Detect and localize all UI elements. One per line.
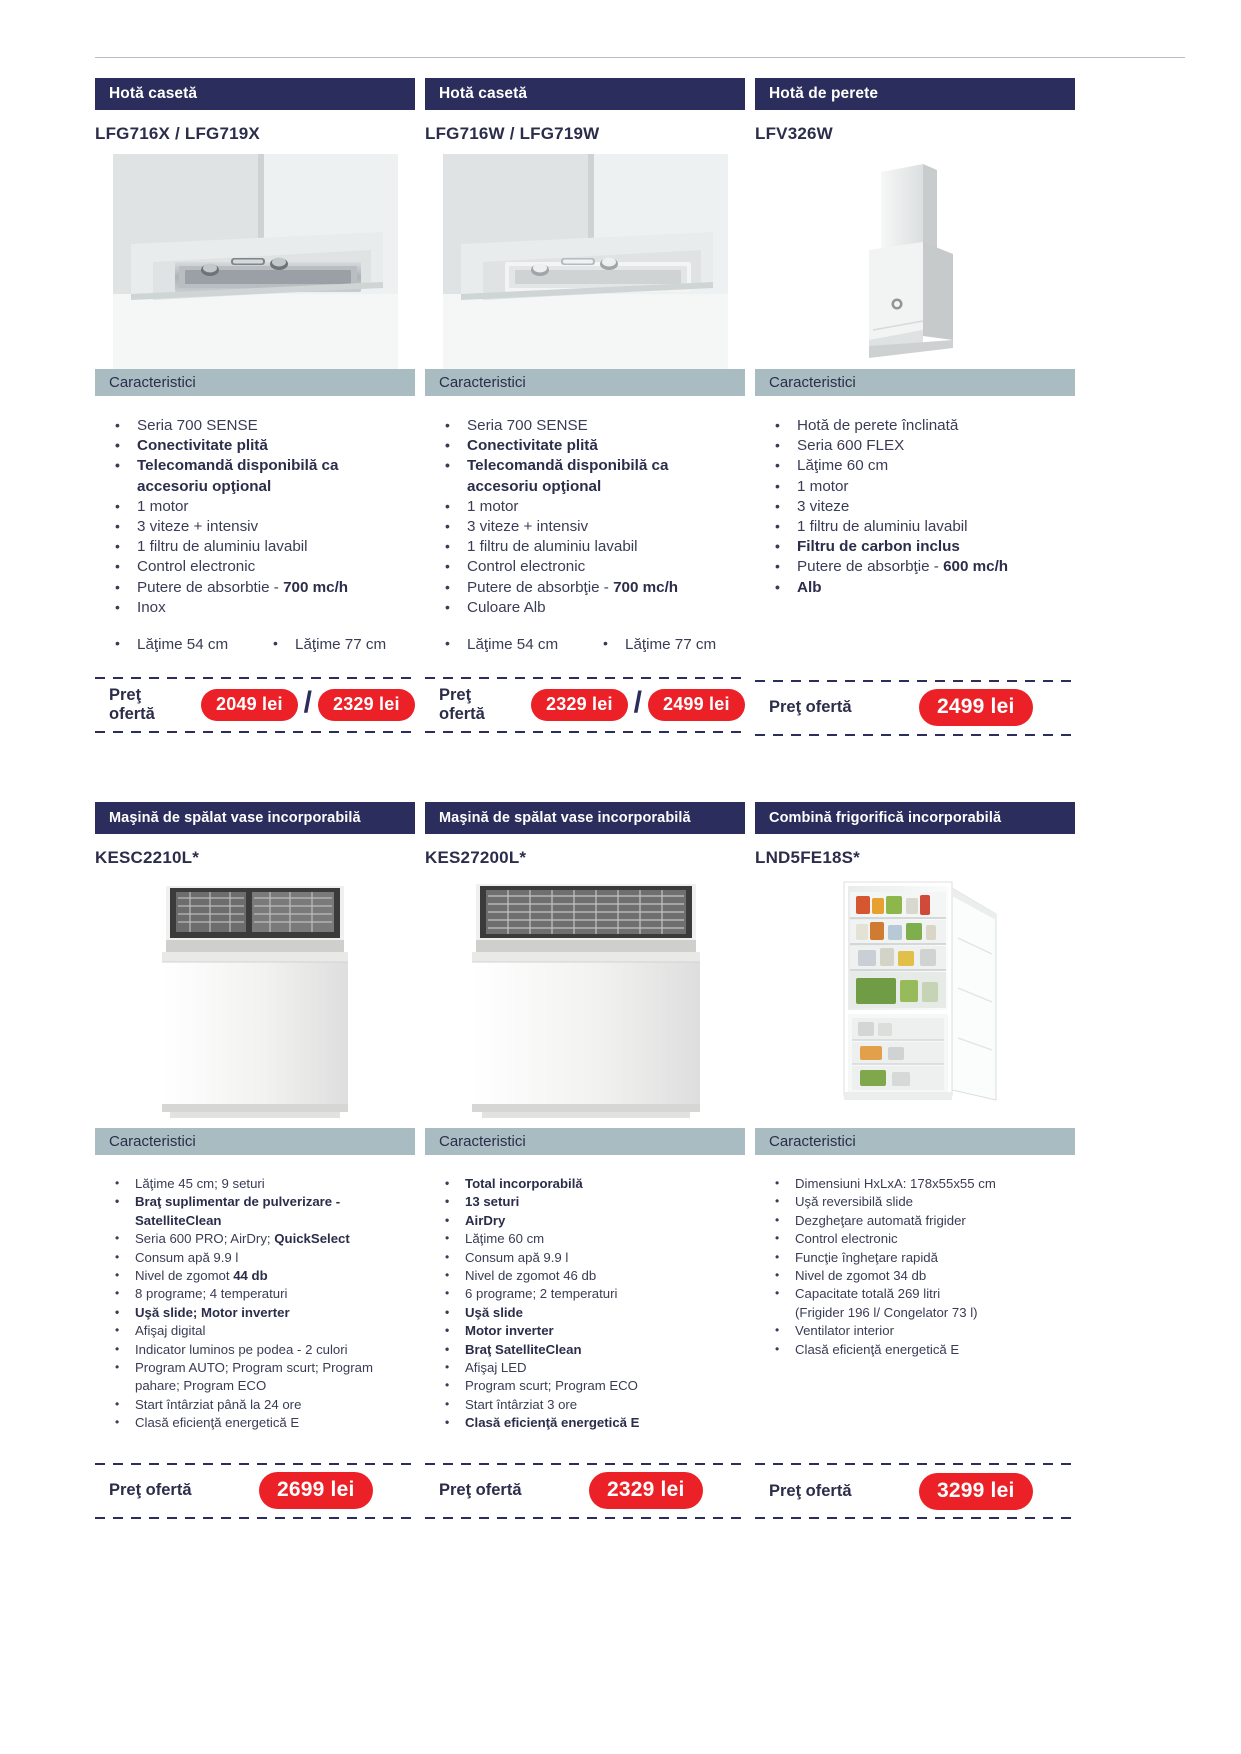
- features-heading: Caracteristici: [425, 1128, 745, 1155]
- feature-item: • Afişaj digital: [109, 1322, 411, 1340]
- model-name: LFV326W: [755, 124, 833, 143]
- price-badge: 2329 lei: [318, 689, 415, 721]
- feature-item: • Uşă slide: [439, 1304, 741, 1322]
- price-block: [95, 1463, 415, 1519]
- feature-item: • 1 motor: [439, 497, 741, 517]
- price-label-line2: ofertă: [109, 705, 155, 724]
- price-separator: /: [633, 686, 643, 720]
- product-image-built-in-hood-white: [425, 154, 745, 369]
- price-badges: [919, 1473, 1033, 1510]
- category-bar: Maşină de spălat vase incorporabilă: [425, 802, 745, 834]
- feature-text: Nivel de zgomot: [135, 1268, 234, 1284]
- features-heading: Caracteristici: [95, 369, 415, 396]
- product-card-kesc2210l: [95, 802, 415, 1519]
- product-card-lfv326w: [755, 78, 1075, 736]
- feature-item: • Seria 700 SENSE: [109, 416, 411, 436]
- price-label: Preţ ofertă: [439, 1481, 522, 1500]
- feature-item: • Alb: [769, 578, 1071, 598]
- feature-highlight: 600 mc/h: [943, 558, 1009, 576]
- feature-item: [769, 557, 1071, 577]
- features-list: [95, 416, 415, 618]
- dashed-divider-bottom: [95, 1517, 415, 1519]
- category-bar: Hotă casetă: [425, 78, 745, 110]
- category-bar: Hotă casetă: [95, 78, 415, 110]
- feature-item: • Lăţime 60 cm: [439, 1230, 741, 1248]
- fridge-freezer-built-in-icon: [800, 878, 1030, 1128]
- feature-item: [439, 578, 741, 598]
- feature-item: • Control electronic: [109, 557, 411, 577]
- feature-item: • Lăţime 45 cm; 9 seturi: [109, 1175, 411, 1193]
- width-option: • Lăţime 77 cm: [597, 636, 716, 653]
- wall-hood-white-angled-icon: [773, 154, 1058, 369]
- feature-item: • Motor inverter: [439, 1322, 741, 1340]
- feature-item: • Start întârziat 3 ore: [439, 1396, 741, 1414]
- product-grid-row-2: [95, 802, 1145, 1519]
- feature-item: • Afişaj LED: [439, 1359, 741, 1377]
- feature-item: • Inox: [109, 598, 411, 618]
- price-block: [755, 680, 1075, 736]
- feature-item: • Control electronic: [439, 557, 741, 577]
- model-name: LFG716X / LFG719X: [95, 124, 260, 143]
- feature-item: • Telecomandă disponibilă ca accesoriu opţional: [439, 456, 741, 496]
- features-list: [755, 1175, 1075, 1359]
- feature-item: • 3 viteze + intensiv: [439, 517, 741, 537]
- dishwasher-full-icon: [458, 878, 713, 1128]
- price-label: Preţ ofertă: [109, 1481, 192, 1500]
- price-separator: /: [303, 686, 313, 720]
- feature-item: • 3 viteze + intensiv: [109, 517, 411, 537]
- features-list: [755, 416, 1075, 598]
- price-row: [755, 682, 1075, 734]
- features-heading: Caracteristici: [95, 1128, 415, 1155]
- feature-item: • 1 motor: [109, 497, 411, 517]
- feature-highlight: 700 mc/h: [283, 578, 349, 596]
- feature-item: • Control electronic: [769, 1230, 1071, 1248]
- feature-item: • Dezgheţare automată frigider: [769, 1212, 1071, 1230]
- product-image-built-in-hood-stainless: [95, 154, 415, 369]
- feature-item: [109, 578, 411, 598]
- feature-item: [109, 1267, 411, 1285]
- feature-item: • Consum apă 9.9 l: [439, 1249, 741, 1267]
- feature-item: • Clasă eficienţă energetică E: [439, 1414, 741, 1432]
- features-list: [95, 1175, 415, 1433]
- features-heading: Caracteristici: [425, 369, 745, 396]
- price-block: [95, 677, 415, 733]
- feature-item: • Nivel de zgomot 34 db: [769, 1267, 1071, 1285]
- price-badges: [201, 686, 415, 721]
- features-heading: Caracteristici: [755, 369, 1075, 396]
- model-name: KES27200L*: [425, 848, 527, 867]
- feature-item: • Nivel de zgomot 46 db: [439, 1267, 741, 1285]
- price-badge: 3299 lei: [919, 1473, 1033, 1510]
- price-badges: [589, 1472, 703, 1509]
- model-name: LFG716W / LFG719W: [425, 124, 600, 143]
- width-options: [425, 636, 745, 653]
- feature-item: • Conectivitate plită: [109, 436, 411, 456]
- feature-item: • Filtru de carbon inclus: [769, 537, 1071, 557]
- feature-item: • Program AUTO; Program scurt; Program pahare; Program ECO: [109, 1359, 411, 1396]
- category-bar: Combină frigorifică incorporabilă: [755, 802, 1075, 834]
- product-card-lfg716w: [425, 78, 745, 736]
- feature-item: • Consum apă 9.9 l: [109, 1249, 411, 1267]
- price-badges: [531, 686, 745, 721]
- model-name: LND5FE18S*: [755, 848, 860, 867]
- price-badges: [919, 689, 1033, 726]
- category-bar: Hotă de perete: [755, 78, 1075, 110]
- features-heading: Caracteristici: [755, 1128, 1075, 1155]
- product-image-wall-hood-white: [755, 154, 1075, 369]
- feature-item: • Uşă reversibilă slide: [769, 1193, 1071, 1211]
- feature-item: • Indicator luminos pe podea - 2 culori: [109, 1341, 411, 1359]
- top-divider: [95, 57, 1185, 58]
- feature-item: [109, 1230, 411, 1248]
- price-badge: 2329 lei: [531, 689, 628, 721]
- price-label-line1: Preţ: [439, 686, 472, 705]
- width-options: [95, 636, 415, 653]
- product-image-dishwasher-full: [425, 878, 745, 1128]
- dashed-divider-bottom: [425, 1517, 745, 1519]
- feature-item: • Ventilator interior: [769, 1322, 1071, 1340]
- price-row: [755, 1465, 1075, 1517]
- feature-item: • Lăţime 60 cm: [769, 456, 1071, 476]
- width-option: • Lăţime 77 cm: [267, 636, 386, 653]
- feature-text: Seria 600 PRO; AirDry;: [135, 1231, 275, 1247]
- dashed-divider-bottom: [95, 731, 415, 733]
- price-badge: 2049 lei: [201, 689, 298, 721]
- feature-highlight: 44 db: [233, 1268, 268, 1284]
- price-row: [425, 679, 745, 731]
- feature-item: • 1 motor: [769, 477, 1071, 497]
- feature-item: • 13 seturi: [439, 1193, 741, 1211]
- feature-item-continuation: (Frigider 196 l/ Congelator 73 l): [795, 1304, 978, 1320]
- dashed-divider-bottom: [425, 731, 745, 733]
- feature-item: • 1 filtru de aluminiu lavabil: [109, 537, 411, 557]
- feature-item: • Start întârziat până la 24 ore: [109, 1396, 411, 1414]
- feature-item: • Hotă de perete înclinată: [769, 416, 1071, 436]
- price-row: [95, 679, 415, 731]
- feature-highlight: QuickSelect: [274, 1231, 350, 1247]
- feature-item: • AirDry: [439, 1212, 741, 1230]
- feature-item: • Clasă eficienţă energetică E: [109, 1414, 411, 1432]
- price-badge: 2329 lei: [589, 1472, 703, 1509]
- price-badge: 2699 lei: [259, 1472, 373, 1509]
- price-badge: 2499 lei: [648, 689, 745, 721]
- dishwasher-slim-icon: [140, 878, 370, 1128]
- feature-item: • Braţ suplimentar de pulverizare - SatelliteClean: [109, 1193, 411, 1230]
- category-bar: Maşină de spălat vase incorporabilă: [95, 802, 415, 834]
- feature-text: Putere de absorbţie -: [467, 578, 614, 596]
- product-image-fridge-freezer: [755, 878, 1075, 1128]
- feature-text: Putere de absorbţie -: [797, 558, 944, 576]
- feature-item: • Funcţie îngheţare rapidă: [769, 1249, 1071, 1267]
- built-in-hood-white-icon: [443, 154, 728, 369]
- feature-item: • Seria 600 FLEX: [769, 436, 1071, 456]
- price-label: Preţ ofertă: [769, 698, 852, 717]
- price-label: [439, 686, 531, 724]
- feature-item: • Clasă eficienţă energetică E: [769, 1341, 1071, 1359]
- dashed-divider-bottom: [755, 1517, 1075, 1519]
- dashed-divider-bottom: [755, 734, 1075, 736]
- price-badges: [259, 1472, 373, 1509]
- feature-item: • Braţ SatelliteClean: [439, 1341, 741, 1359]
- price-label-line1: Preţ: [109, 686, 142, 705]
- feature-item: • 6 programe; 2 temperaturi: [439, 1285, 741, 1303]
- price-row: [95, 1465, 415, 1517]
- features-list: [425, 1175, 745, 1433]
- price-block: [425, 1463, 745, 1519]
- feature-item: • Total incorporabilă: [439, 1175, 741, 1193]
- feature-item: • 1 filtru de aluminiu lavabil: [769, 517, 1071, 537]
- feature-item: • Seria 700 SENSE: [439, 416, 741, 436]
- price-badge: 2499 lei: [919, 689, 1033, 726]
- price-label: Preţ ofertă: [769, 1481, 852, 1500]
- price-block: [425, 677, 745, 733]
- feature-item: • 8 programe; 4 temperaturi: [109, 1285, 411, 1303]
- feature-item: • Capacitate totală 269 litri: [769, 1285, 1071, 1303]
- product-image-dishwasher-slim: [95, 878, 415, 1128]
- feature-item: • Conectivitate plită: [439, 436, 741, 456]
- feature-item: • Telecomandă disponibilă ca accesoriu opţional: [109, 456, 411, 496]
- feature-item: • 3 viteze: [769, 497, 1071, 517]
- features-list: [425, 416, 745, 618]
- feature-item: • 1 filtru de aluminiu lavabil: [439, 537, 741, 557]
- feature-highlight: 700 mc/h: [613, 578, 679, 596]
- product-card-kes27200l: [425, 802, 745, 1519]
- product-card-lnd5fe18s: [755, 802, 1075, 1519]
- product-card-lfg716x: [95, 78, 415, 736]
- feature-text: Putere de absorbtie -: [137, 578, 284, 596]
- price-label-line2: ofertă: [439, 705, 485, 724]
- feature-item: • Dimensiuni HxLxA: 178x55x55 cm: [769, 1175, 1071, 1193]
- width-option: • Lăţime 54 cm: [109, 636, 267, 653]
- price-block: [755, 1463, 1075, 1519]
- product-grid-row-1: [95, 78, 1145, 736]
- feature-item: • Program scurt; Program ECO: [439, 1377, 741, 1395]
- feature-item: • Uşă slide; Motor inverter: [109, 1304, 411, 1322]
- price-label: [109, 686, 201, 724]
- built-in-hood-stainless-icon: [113, 154, 398, 369]
- feature-item: • Culoare Alb: [439, 598, 741, 618]
- width-option: • Lăţime 54 cm: [439, 636, 597, 653]
- price-row: [425, 1465, 745, 1517]
- model-name: KESC2210L*: [95, 848, 200, 867]
